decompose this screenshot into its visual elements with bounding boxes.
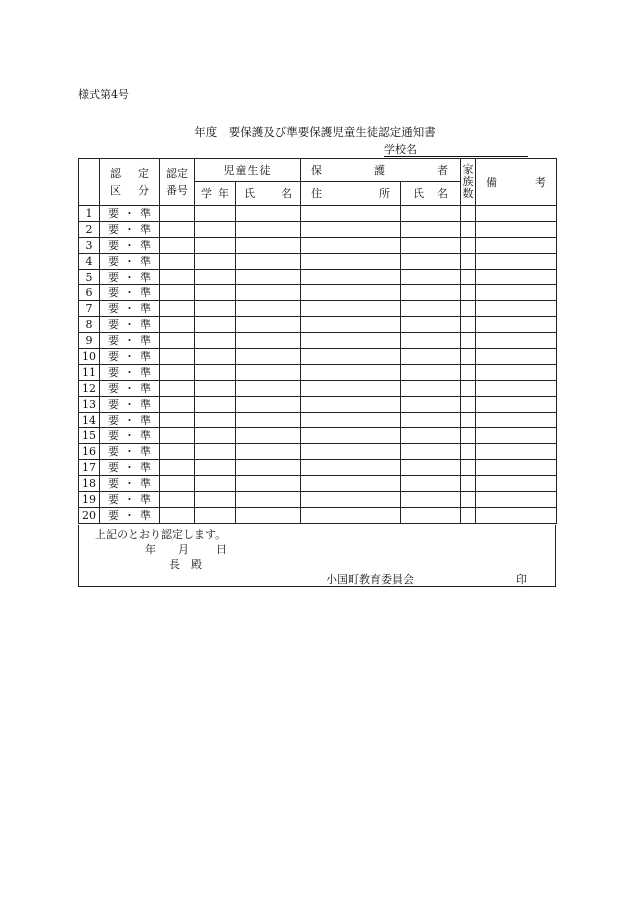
category-choice[interactable]: 要 ・ 準 [100, 380, 160, 396]
table-row [79, 444, 557, 460]
address-cell[interactable] [301, 206, 401, 222]
remarks-cell[interactable] [476, 444, 557, 460]
remarks-cell[interactable] [476, 221, 557, 237]
certification-footer [78, 525, 556, 587]
guardian-name-cell[interactable] [401, 507, 461, 523]
category-choice[interactable]: 要 ・ 準 [100, 507, 160, 523]
cert-number-cell[interactable] [160, 492, 195, 508]
row-number: 5 [79, 269, 100, 285]
cert-number-cell[interactable] [160, 253, 195, 269]
table-row [79, 507, 557, 523]
grade-cell[interactable] [195, 333, 236, 349]
row-number: 3 [79, 237, 100, 253]
guardian-name-cell[interactable] [401, 460, 461, 476]
family-count-cell[interactable] [461, 396, 476, 412]
child-name-cell[interactable] [236, 380, 301, 396]
remarks-cell[interactable] [476, 380, 557, 396]
remarks-cell[interactable] [476, 460, 557, 476]
grade-cell[interactable] [195, 412, 236, 428]
guardian-name-cell[interactable] [401, 269, 461, 285]
category-choice[interactable]: 要 ・ 準 [100, 428, 160, 444]
child-name-cell[interactable] [236, 349, 301, 365]
category-choice[interactable]: 要 ・ 準 [100, 237, 160, 253]
row-number: 1 [79, 206, 100, 222]
child-name-cell[interactable] [236, 460, 301, 476]
child-name-cell[interactable] [236, 476, 301, 492]
guardian-name-cell[interactable] [401, 476, 461, 492]
category-choice[interactable]: 要 ・ 準 [100, 492, 160, 508]
remarks-cell[interactable] [476, 285, 557, 301]
remarks-cell[interactable] [476, 317, 557, 333]
grade-cell[interactable] [195, 364, 236, 380]
family-count-cell[interactable] [461, 317, 476, 333]
grade-cell[interactable] [195, 428, 236, 444]
family-count-cell[interactable] [461, 206, 476, 222]
grade-cell[interactable] [195, 507, 236, 523]
grade-cell[interactable] [195, 237, 236, 253]
header-hogosha: 保 護 者 [301, 159, 461, 182]
cert-number-cell[interactable] [160, 428, 195, 444]
address-cell[interactable] [301, 364, 401, 380]
guardian-name-cell[interactable] [401, 492, 461, 508]
table-row [79, 460, 557, 476]
child-name-cell[interactable] [236, 221, 301, 237]
family-count-cell[interactable] [461, 253, 476, 269]
family-count-cell[interactable] [461, 476, 476, 492]
address-cell[interactable] [301, 349, 401, 365]
guardian-name-cell[interactable] [401, 349, 461, 365]
child-name-cell[interactable] [236, 237, 301, 253]
school-name-field[interactable] [384, 143, 528, 157]
table-row [79, 396, 557, 412]
grade-cell[interactable] [195, 460, 236, 476]
table-row [79, 476, 557, 492]
remarks-cell[interactable] [476, 412, 557, 428]
address-cell[interactable] [301, 237, 401, 253]
row-number: 15 [79, 428, 100, 444]
row-number: 17 [79, 460, 100, 476]
category-choice[interactable]: 要 ・ 準 [100, 285, 160, 301]
cert-number-cell[interactable] [160, 380, 195, 396]
remarks-cell[interactable] [476, 396, 557, 412]
family-count-cell[interactable] [461, 412, 476, 428]
remarks-cell[interactable] [476, 237, 557, 253]
address-cell[interactable] [301, 269, 401, 285]
row-number: 14 [79, 412, 100, 428]
child-name-cell[interactable] [236, 317, 301, 333]
grade-cell[interactable] [195, 396, 236, 412]
child-name-cell[interactable] [236, 333, 301, 349]
child-name-cell[interactable] [236, 444, 301, 460]
grade-cell[interactable] [195, 301, 236, 317]
table-row [79, 221, 557, 237]
row-number: 20 [79, 507, 100, 523]
guardian-name-cell[interactable] [401, 333, 461, 349]
header-row-1 [79, 159, 557, 182]
table-row [79, 412, 557, 428]
family-count-cell[interactable] [461, 444, 476, 460]
cert-number-cell[interactable] [160, 444, 195, 460]
family-count-cell[interactable] [461, 269, 476, 285]
row-number: 12 [79, 380, 100, 396]
address-cell[interactable] [301, 333, 401, 349]
table-row [79, 364, 557, 380]
guardian-name-cell[interactable] [401, 206, 461, 222]
remarks-cell[interactable] [476, 269, 557, 285]
table-row [79, 349, 557, 365]
header-kazokusu: 家 族 数 [461, 159, 476, 206]
address-cell[interactable] [301, 301, 401, 317]
category-choice[interactable]: 要 ・ 準 [100, 206, 160, 222]
remarks-cell[interactable] [476, 492, 557, 508]
category-choice[interactable]: 要 ・ 準 [100, 253, 160, 269]
guardian-name-cell[interactable] [401, 364, 461, 380]
remarks-cell[interactable] [476, 476, 557, 492]
child-name-cell[interactable] [236, 285, 301, 301]
cert-number-cell[interactable] [160, 333, 195, 349]
address-cell[interactable] [301, 476, 401, 492]
family-count-cell[interactable] [461, 237, 476, 253]
remarks-cell[interactable] [476, 253, 557, 269]
grade-cell[interactable] [195, 206, 236, 222]
remarks-cell[interactable] [476, 206, 557, 222]
child-name-cell[interactable] [236, 253, 301, 269]
guardian-name-cell[interactable] [401, 285, 461, 301]
cert-number-cell[interactable] [160, 507, 195, 523]
row-number: 18 [79, 476, 100, 492]
header-nintei-kubun: 認 定 区 分 [100, 159, 160, 206]
grade-cell[interactable] [195, 444, 236, 460]
header-shimei-guardian: 氏 名 [401, 182, 461, 206]
category-choice[interactable]: 要 ・ 準 [100, 412, 160, 428]
row-number: 10 [79, 349, 100, 365]
child-name-cell[interactable] [236, 206, 301, 222]
school-name-label: 学校名 [384, 143, 417, 156]
cert-number-cell[interactable] [160, 237, 195, 253]
cert-number-cell[interactable] [160, 221, 195, 237]
document-title: 年度 要保護及び準要保護児童生徒認定通知書 [194, 125, 436, 139]
cert-number-cell[interactable] [160, 396, 195, 412]
header-biko: 備 考 [476, 159, 557, 206]
row-number: 19 [79, 492, 100, 508]
table-row [79, 206, 557, 222]
seal-mark: 印 [516, 573, 527, 586]
grade-cell[interactable] [195, 492, 236, 508]
row-number: 7 [79, 301, 100, 317]
grade-cell[interactable] [195, 269, 236, 285]
family-count-cell[interactable] [461, 364, 476, 380]
certification-table [78, 158, 557, 524]
row-number: 2 [79, 221, 100, 237]
addressee-label: 長 殿 [169, 558, 202, 571]
category-choice[interactable]: 要 ・ 準 [100, 349, 160, 365]
category-choice[interactable]: 要 ・ 準 [100, 317, 160, 333]
table-row [79, 253, 557, 269]
row-number: 11 [79, 364, 100, 380]
row-number: 13 [79, 396, 100, 412]
address-cell[interactable] [301, 507, 401, 523]
cert-number-cell[interactable] [160, 206, 195, 222]
grade-cell[interactable] [195, 476, 236, 492]
child-name-cell[interactable] [236, 412, 301, 428]
cert-number-cell[interactable] [160, 269, 195, 285]
table-row [79, 380, 557, 396]
table-row [79, 237, 557, 253]
table-row [79, 285, 557, 301]
date-year-label: 年 [145, 543, 156, 556]
guardian-name-cell[interactable] [401, 301, 461, 317]
category-choice[interactable]: 要 ・ 準 [100, 460, 160, 476]
family-count-cell[interactable] [461, 492, 476, 508]
cert-number-cell[interactable] [160, 301, 195, 317]
address-cell[interactable] [301, 444, 401, 460]
guardian-name-cell[interactable] [401, 396, 461, 412]
child-name-cell[interactable] [236, 492, 301, 508]
table-row [79, 317, 557, 333]
guardian-name-cell[interactable] [401, 221, 461, 237]
guardian-name-cell[interactable] [401, 380, 461, 396]
cert-number-cell[interactable] [160, 364, 195, 380]
address-cell[interactable] [301, 396, 401, 412]
category-choice[interactable]: 要 ・ 準 [100, 396, 160, 412]
date-month-label: 月 [178, 543, 189, 556]
child-name-cell[interactable] [236, 507, 301, 523]
category-choice[interactable]: 要 ・ 準 [100, 364, 160, 380]
category-choice[interactable]: 要 ・ 準 [100, 444, 160, 460]
table-row [79, 269, 557, 285]
address-cell[interactable] [301, 428, 401, 444]
child-name-cell[interactable] [236, 428, 301, 444]
child-name-cell[interactable] [236, 269, 301, 285]
address-cell[interactable] [301, 412, 401, 428]
table-row [79, 492, 557, 508]
header-jido-seito: 児童生徒 [195, 159, 301, 182]
family-count-cell[interactable] [461, 301, 476, 317]
remarks-cell[interactable] [476, 333, 557, 349]
family-count-cell[interactable] [461, 460, 476, 476]
remarks-cell[interactable] [476, 428, 557, 444]
table-row [79, 428, 557, 444]
remarks-cell[interactable] [476, 507, 557, 523]
grade-cell[interactable] [195, 221, 236, 237]
family-count-cell[interactable] [461, 380, 476, 396]
table-row [79, 301, 557, 317]
grade-cell[interactable] [195, 253, 236, 269]
address-cell[interactable] [301, 460, 401, 476]
remarks-cell[interactable] [476, 349, 557, 365]
family-count-cell[interactable] [461, 221, 476, 237]
family-count-cell[interactable] [461, 285, 476, 301]
row-number: 4 [79, 253, 100, 269]
row-number: 6 [79, 285, 100, 301]
address-cell[interactable] [301, 317, 401, 333]
remarks-cell[interactable] [476, 301, 557, 317]
address-cell[interactable] [301, 492, 401, 508]
cert-number-cell[interactable] [160, 476, 195, 492]
category-choice[interactable]: 要 ・ 準 [100, 269, 160, 285]
header-nintei-bango: 認定 番号 [160, 159, 195, 206]
category-choice[interactable]: 要 ・ 準 [100, 301, 160, 317]
guardian-name-cell[interactable] [401, 317, 461, 333]
family-count-cell[interactable] [461, 428, 476, 444]
grade-cell[interactable] [195, 349, 236, 365]
certification-note: 上記のとおり認定します。 [95, 528, 227, 541]
family-count-cell[interactable] [461, 333, 476, 349]
table-row [79, 333, 557, 349]
guardian-name-cell[interactable] [401, 428, 461, 444]
cert-number-cell[interactable] [160, 460, 195, 476]
form-number: 様式第4号 [78, 88, 129, 101]
category-choice[interactable]: 要 ・ 準 [100, 221, 160, 237]
row-number: 16 [79, 444, 100, 460]
header-gakunen: 学 年 [195, 182, 236, 206]
grade-cell[interactable] [195, 285, 236, 301]
child-name-cell[interactable] [236, 396, 301, 412]
grade-cell[interactable] [195, 317, 236, 333]
child-name-cell[interactable] [236, 301, 301, 317]
grade-cell[interactable] [195, 380, 236, 396]
child-name-cell[interactable] [236, 364, 301, 380]
issuer-name: 小国町教育委員会 [326, 573, 414, 586]
family-count-cell[interactable] [461, 349, 476, 365]
guardian-name-cell[interactable] [401, 253, 461, 269]
header-shimei-child: 氏 名 [236, 182, 301, 206]
cert-number-cell[interactable] [160, 317, 195, 333]
header-jusho: 住 所 [301, 182, 401, 206]
row-number: 8 [79, 317, 100, 333]
address-cell[interactable] [301, 221, 401, 237]
address-cell[interactable] [301, 380, 401, 396]
cert-number-cell[interactable] [160, 285, 195, 301]
guardian-name-cell[interactable] [401, 444, 461, 460]
date-day-label: 日 [216, 543, 227, 556]
category-choice[interactable]: 要 ・ 準 [100, 333, 160, 349]
row-number: 9 [79, 333, 100, 349]
cert-number-cell[interactable] [160, 412, 195, 428]
family-count-cell[interactable] [461, 507, 476, 523]
remarks-cell[interactable] [476, 364, 557, 380]
cert-number-cell[interactable] [160, 349, 195, 365]
guardian-name-cell[interactable] [401, 412, 461, 428]
category-choice[interactable]: 要 ・ 準 [100, 476, 160, 492]
address-cell[interactable] [301, 285, 401, 301]
header-row-number [79, 159, 100, 206]
guardian-name-cell[interactable] [401, 237, 461, 253]
address-cell[interactable] [301, 253, 401, 269]
